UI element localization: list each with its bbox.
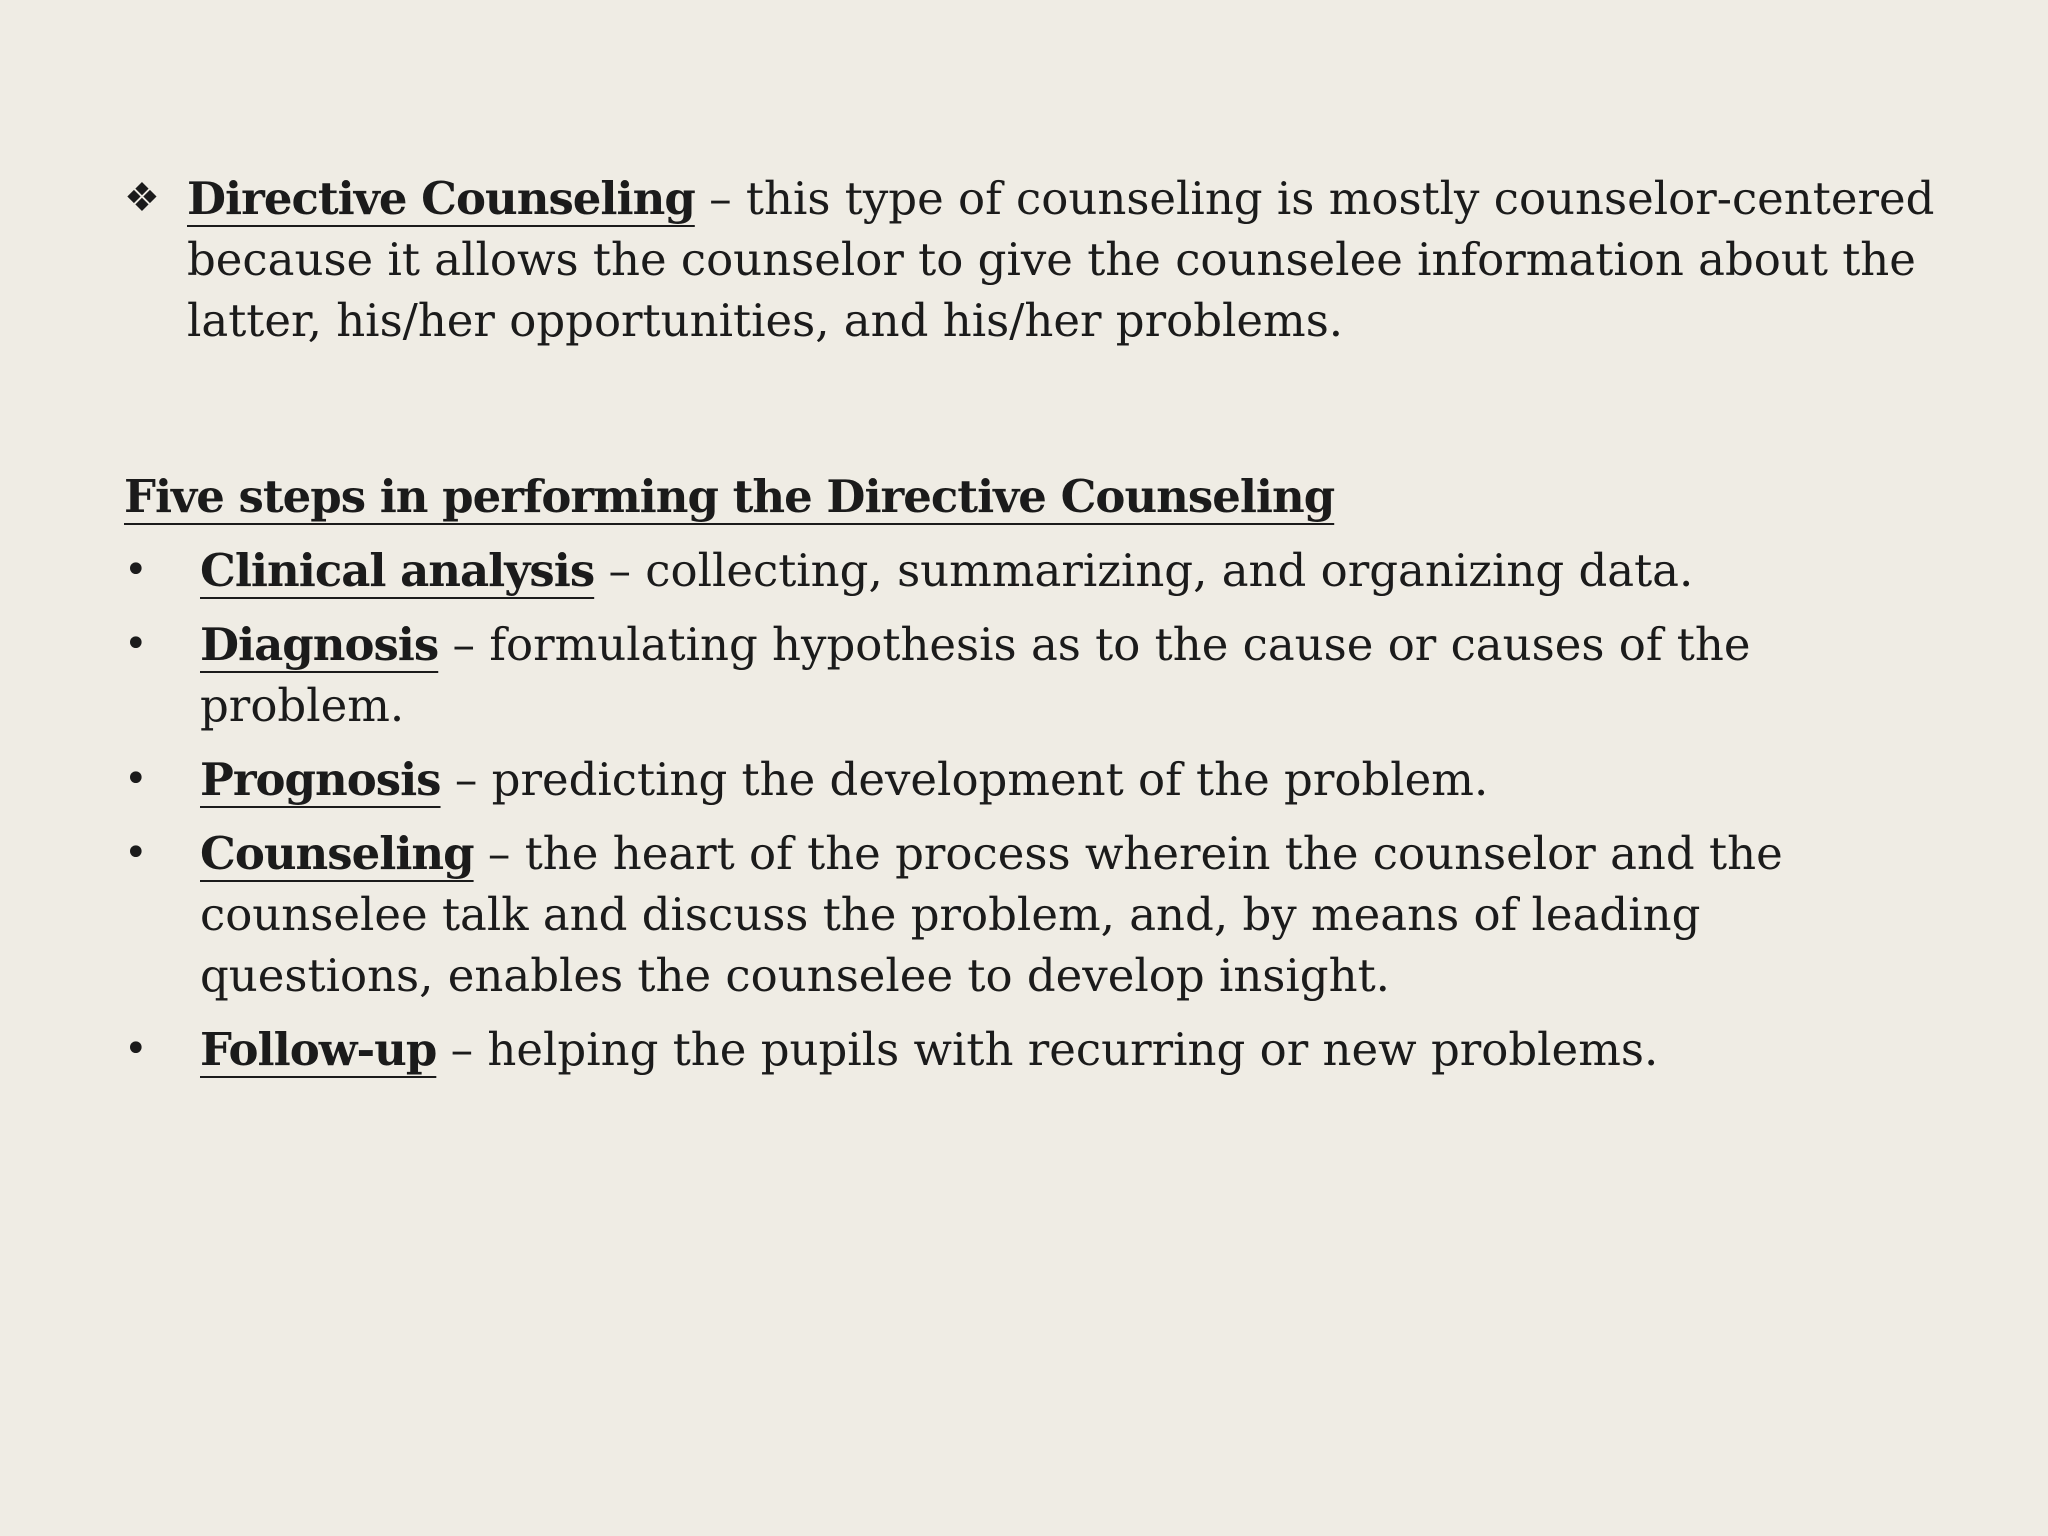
- step-term: Clinical analysis: [200, 544, 595, 597]
- list-item: [124, 749, 1924, 810]
- list-item: [124, 1019, 1924, 1080]
- list-item: [124, 614, 1924, 736]
- intro-body: [187, 168, 1984, 351]
- step-text: – helping the pupils with recurring or new problems.: [436, 1023, 1659, 1076]
- diamond-bullet-icon: ❖: [124, 175, 160, 221]
- steps-list: [124, 540, 1924, 1093]
- intro-text: – this type of counseling is mostly counselor-centered because it allows the counselor to give the counselee information about the latter, his/her opportunities, and his/her problems.: [187, 172, 1935, 347]
- intro-paragraph: [124, 168, 1984, 351]
- bullet-icon: •: [124, 1026, 148, 1072]
- step-text: – the heart of the process wherein the counselor and the counselee talk and discuss the problem, and, by means of leading questions, enables the counselee to develop insight.: [200, 827, 1783, 1002]
- bullet-icon: •: [124, 756, 148, 802]
- step-text: – collecting, summarizing, and organizing data.: [594, 544, 1694, 597]
- steps-heading: Five steps in performing the Directive Counseling: [124, 470, 1335, 523]
- step-term: Diagnosis: [200, 618, 439, 671]
- step-text: – predicting the development of the problem.: [440, 753, 1489, 806]
- step-term: Follow-up: [200, 1023, 437, 1076]
- bullet-icon: •: [124, 621, 148, 667]
- step-term: Counseling: [200, 827, 474, 880]
- bullet-icon: •: [124, 830, 148, 876]
- list-item: [124, 540, 1924, 601]
- intro-term: Directive Counseling: [187, 172, 695, 225]
- step-term: Prognosis: [200, 753, 441, 806]
- bullet-icon: •: [124, 547, 148, 593]
- list-item: [124, 823, 1924, 1006]
- step-text: – formulating hypothesis as to the cause or causes of the problem.: [200, 618, 1751, 732]
